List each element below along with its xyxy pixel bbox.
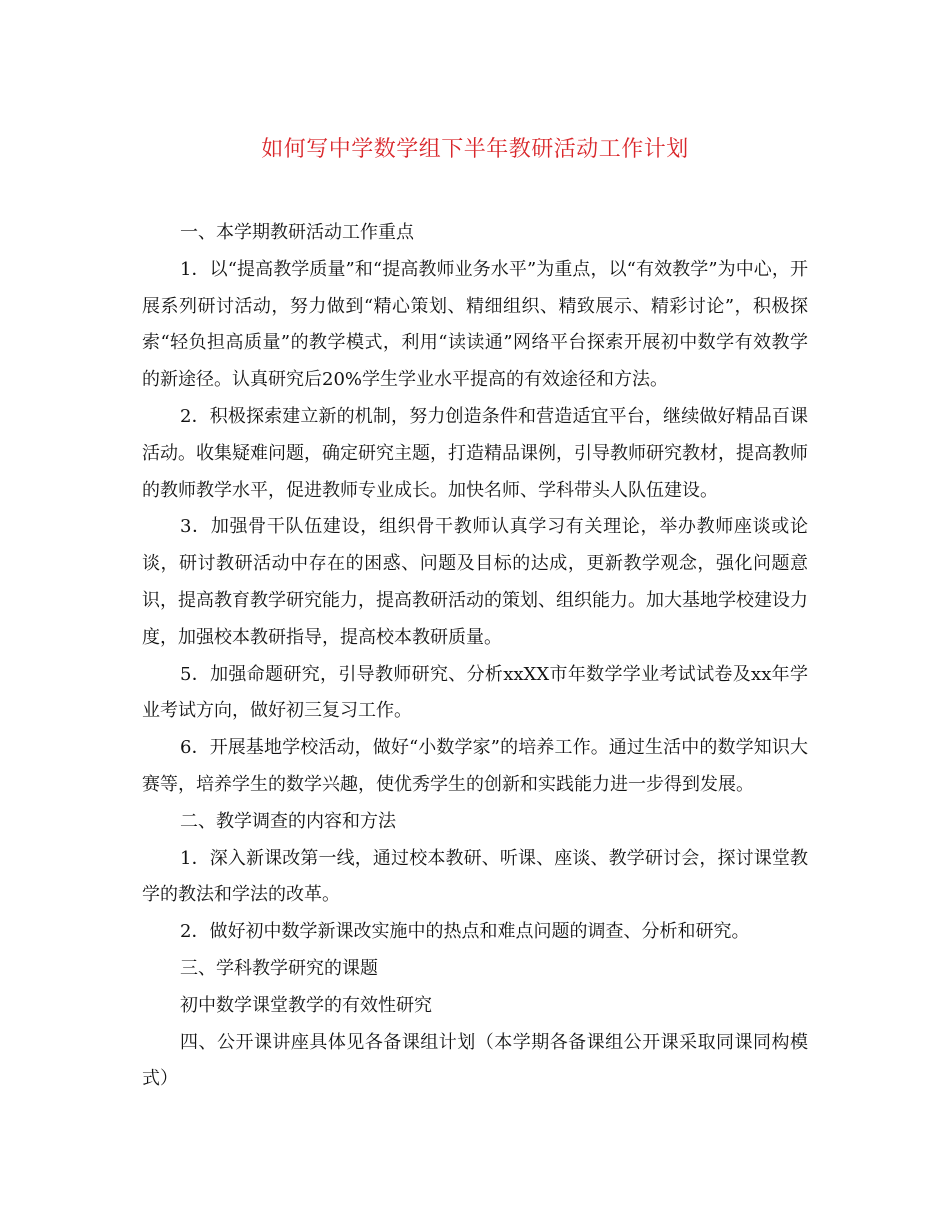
section-heading-1: 一、本学期教研活动工作重点 [180, 222, 414, 243]
paragraph-item-1: 1．以“提高教学质量”和“提高教师业务水平”为重点，以“有效教学”为中心，开展系列研讨活动，努力做到“精心策划、精细组织、精致展示、精彩讨论”，积极探索“轻负担高质量”的教学模式，利用“读读通”网络平台探索开展初中数学有效教学的新途径。认真研究后20%学生学业水平提高的有效途径和方法。 [142, 258, 808, 391]
paragraph-item-5: 5．加强命题研究，引导教师研究、分析xxXX市年数学学业考试试卷及xx年学业考试方向，做好初三复习工作。 [142, 663, 808, 722]
document-body [142, 215, 808, 1098]
document-title: 如何写中学数学组下半年教研活动工作计划 [261, 137, 689, 162]
paragraph-item-2: 2．积极探索建立新的机制，努力创造条件和营造适宜平台，继续做好精品百课活动。收集疑难问题，确定研究主题，打造精品课例，引导教师研究教材，提高教师的教师教学水平，促进教师专业成长。加快名师、学科带头人队伍建设。 [142, 405, 808, 501]
paragraph-item-3: 3．加强骨干队伍建设，组织骨干教师认真学习有关理论，举办教师座谈或论谈，研讨教研活动中存在的困惑、问题及目标的达成，更新教学观念，强化问题意识，提高教育教学研究能力，提高教研活动的策划、组织能力。加大基地学校建设力度，加强校本教研指导，提高校本教研质量。 [142, 516, 808, 648]
section-heading-3: 三、学科教学研究的课题 [180, 957, 378, 979]
section-heading-2: 二、教学调查的内容和方法 [180, 810, 396, 832]
paragraph-research-topic: 初中数学课堂教学的有效性研究 [180, 994, 432, 1016]
paragraph-item-6: 6．开展基地学校活动，做好“小数学家”的培养工作。通过生活中的数学知识大赛等，培养学生的数学兴趣，使优秀学生的创新和实践能力进一步得到发展。 [142, 737, 808, 795]
paragraph-survey-1: 1．深入新课改第一线，通过校本教研、听课、座谈、教学研讨会，探讨课堂教学的教法和学法的改革。 [142, 847, 808, 906]
section-heading-4: 四、公开课讲座具体见各备课组计划（本学期各备课组公开课采取同课同构模式） [142, 1031, 808, 1090]
paragraph-survey-2: 2．做好初中数学新课改实施中的热点和难点问题的调查、分析和研究。 [180, 921, 750, 943]
